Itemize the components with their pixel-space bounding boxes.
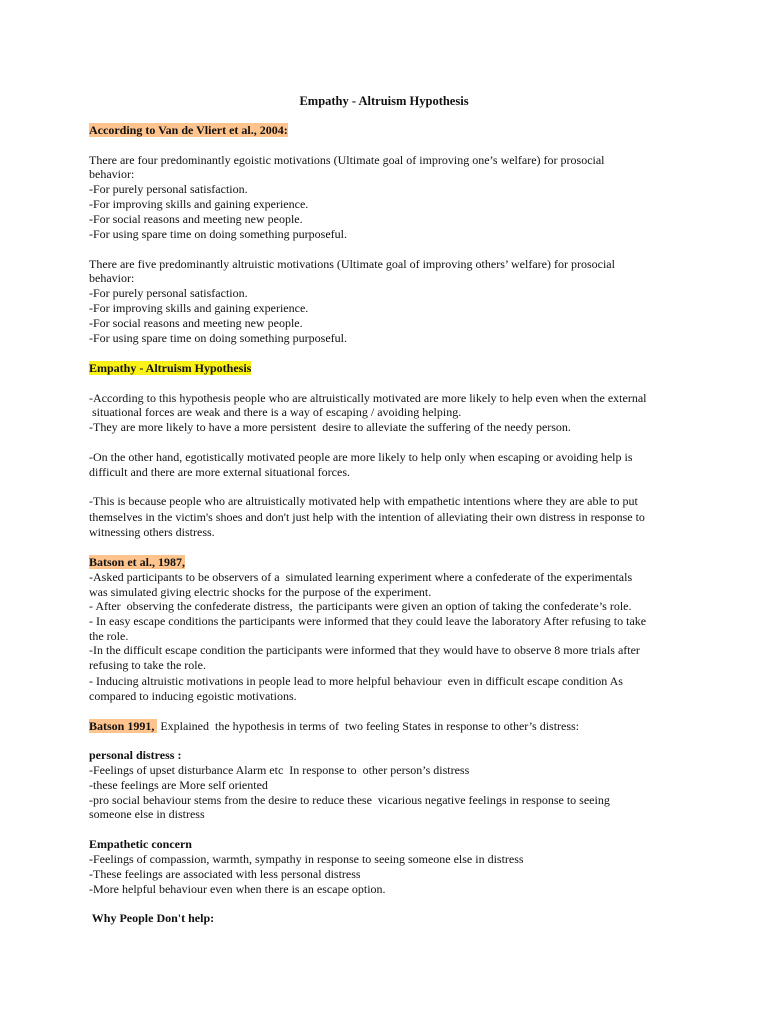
batson-1987-line: compared to inducing egoistic motivations. — [89, 689, 297, 703]
hypothesis-line: difficult and there are more external situational forces. — [89, 465, 350, 479]
egoistic-item: -For purely personal satisfaction. — [89, 182, 248, 196]
hypothesis-line: situational forces are weak and there is a way of escaping / avoiding helping. — [89, 405, 462, 419]
batson-1987-line: refusing to take the role. — [89, 658, 206, 672]
personal-distress-line: -pro social behaviour stems from the desire to reduce these vicarious negative feelings in response to seeing — [89, 793, 610, 807]
batson-1987-line: - In easy escape conditions the participants were informed that they could leave the laboratory After refusing to take — [89, 614, 647, 628]
section-heading-why-people-dont-help: Why People Don't help: — [89, 911, 215, 925]
batson-1991-text: Explained the hypothesis in terms of two feeling States in response to other’s distress: — [157, 719, 580, 733]
altruistic-item: -For using spare time on doing something purposeful. — [89, 331, 347, 345]
batson-1987-line: -In the difficult escape condition the participants were informed that they would have to observe 8 more trials after — [89, 643, 640, 657]
batson-1987-line: - Inducing altruistic motivations in people lead to more helpful behaviour even in difficult escape condition As — [89, 674, 623, 688]
batson-1987-line: the role. — [89, 629, 129, 643]
personal-distress-line: -Feelings of upset disturbance Alarm etc In response to other person’s distress — [89, 763, 470, 777]
altruistic-item: -For purely personal satisfaction. — [89, 286, 248, 300]
hypothesis-line: witnessing others distress. — [89, 525, 215, 539]
altruistic-item: -For improving skills and gaining experience. — [89, 301, 309, 315]
page-title: Empathy - Altruism Hypothesis — [299, 94, 469, 108]
altruistic-intro-line-1: There are five predominantly altruistic motivations (Ultimate goal of improving others’ welfare) for prosocial — [89, 257, 615, 271]
hypothesis-line: -They are more likely to have a more persistent desire to alleviate the suffering of the needy person. — [89, 420, 571, 434]
batson-1987-line: was simulated giving electric shocks for the purpose of the experiment. — [89, 585, 432, 599]
empathetic-concern-line: -These feelings are associated with less personal distress — [89, 867, 361, 881]
section-heading-vliert — [89, 123, 288, 138]
empathetic-concern-line: -Feelings of compassion, warmth, sympathy in response to seeing someone else in distress — [89, 852, 524, 866]
batson-1991-paragraph — [89, 719, 579, 734]
empathetic-concern-line: -More helpful behaviour even when there is an escape option. — [89, 882, 386, 896]
hypothesis-line: -According to this hypothesis people who are altruistically motivated are more likely to help even when the external — [89, 391, 647, 405]
altruistic-intro-line-2: behavior: — [89, 271, 135, 285]
section-heading-personal-distress: personal distress : — [89, 748, 182, 762]
personal-distress-line: someone else in distress — [89, 807, 205, 821]
highlight-batson-1987: Batson et al., 1987, — [89, 555, 185, 569]
batson-1987-line: - After observing the confederate distress, the participants were given an option of taking the confederate’s role. — [89, 599, 632, 613]
hypothesis-line: -This is because people who are altruistically motivated help with empathetic intentions where they are able to put — [89, 494, 638, 508]
hypothesis-line: themselves in the victim's shoes and don't just help with the intention of alleviating their own distress in response to — [89, 510, 645, 524]
highlight-hypothesis: Empathy - Altruism Hypothesis — [89, 361, 252, 375]
section-heading-hypothesis — [89, 361, 251, 376]
egoistic-intro-line-1: There are four predominantly egoistic motivations (Ultimate goal of improving one’s welfare) for prosocial — [89, 153, 605, 167]
section-heading-batson-1987 — [89, 555, 185, 570]
personal-distress-line: -these feelings are More self oriented — [89, 778, 268, 792]
altruistic-item: -For social reasons and meeting new people. — [89, 316, 303, 330]
egoistic-item: -For social reasons and meeting new people. — [89, 212, 303, 226]
egoistic-item: -For improving skills and gaining experience. — [89, 197, 309, 211]
highlight-batson-1991: Batson 1991, — [89, 719, 158, 733]
egoistic-item: -For using spare time on doing something purposeful. — [89, 227, 347, 241]
egoistic-intro-line-2: behavior: — [89, 167, 135, 181]
hypothesis-line: -On the other hand, egotistically motivated people are more likely to help only when escaping or avoiding help is — [89, 450, 633, 464]
section-heading-empathetic-concern: Empathetic concern — [89, 837, 192, 851]
highlight-vliert: According to Van de Vliert et al., 2004: — [89, 123, 288, 137]
batson-1987-line: -Asked participants to be observers of a simulated learning experiment where a confederate of the experimentals — [89, 570, 633, 584]
